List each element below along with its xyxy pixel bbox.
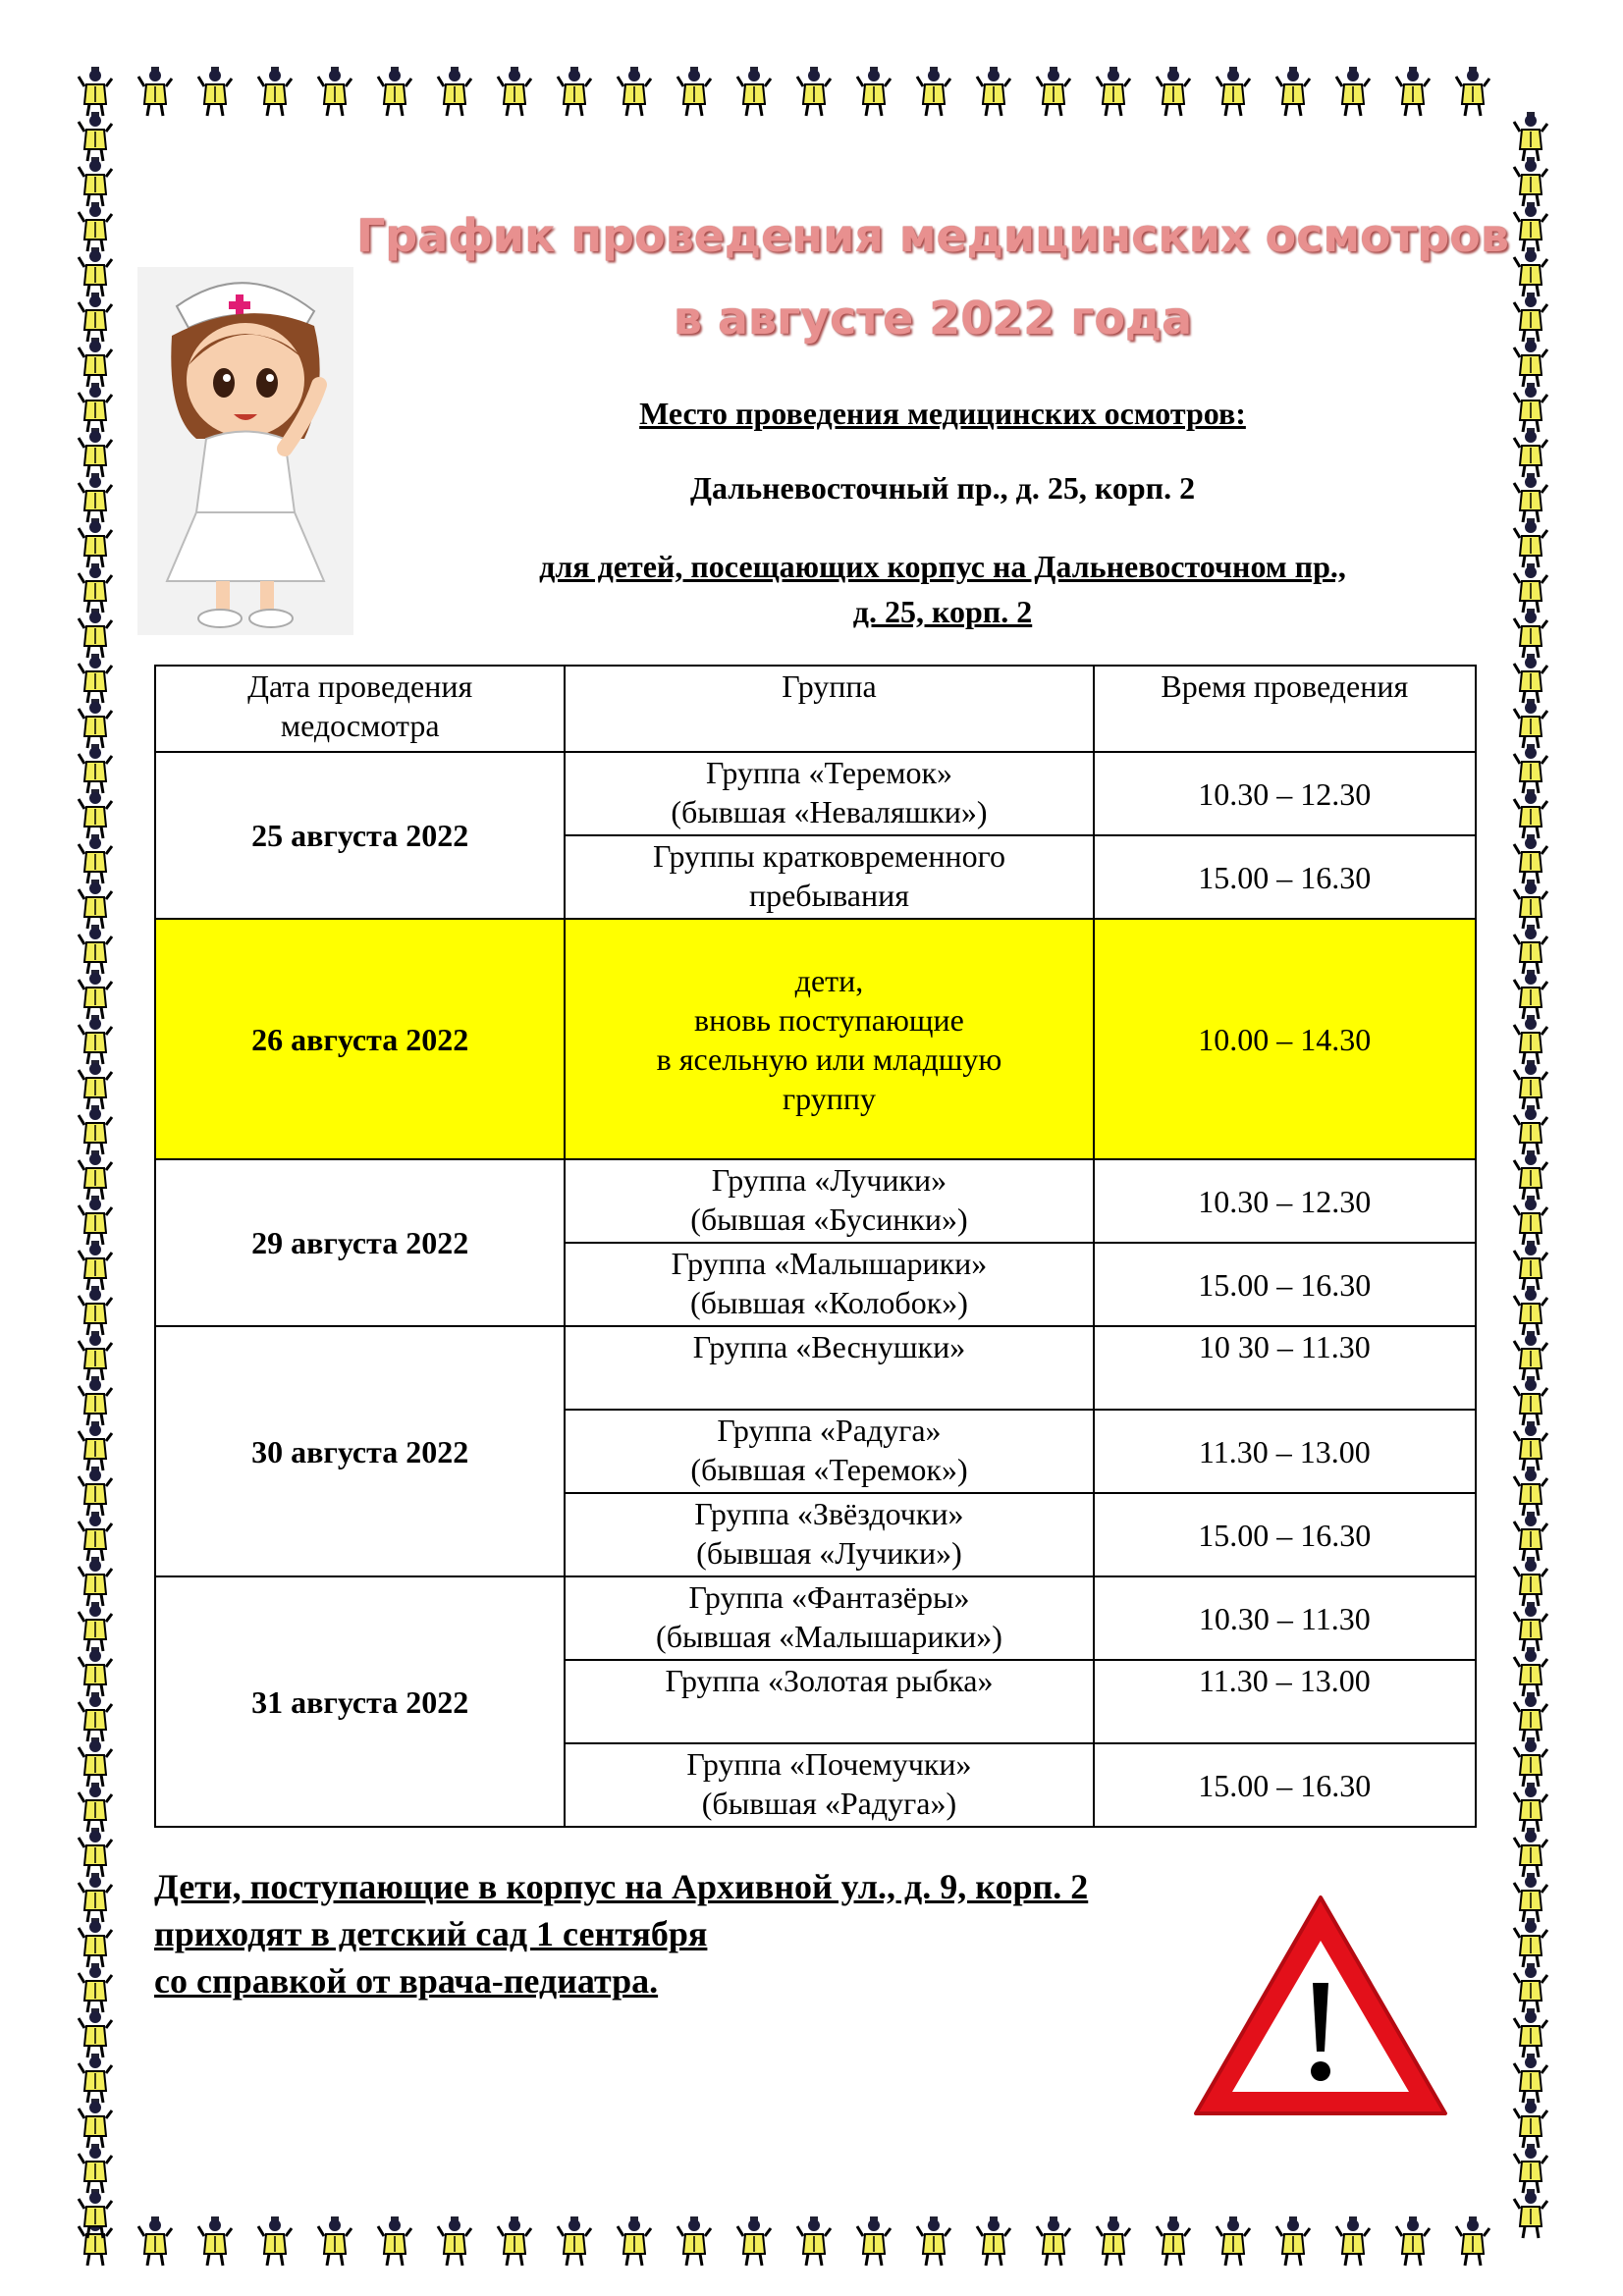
- place-note-line-2: д. 25, корп. 2: [852, 594, 1033, 629]
- group-line: (бывшая «Бусинки»): [690, 1201, 968, 1237]
- doctor-figure-icon: [138, 67, 172, 116]
- table-row: [155, 1326, 1476, 1410]
- doctor-figure-icon: [498, 2216, 531, 2266]
- doctor-figure-icon: [1456, 2216, 1489, 2266]
- doctor-figure-icon: [79, 1105, 112, 1154]
- group-line: (бывшая «Малышарики»): [656, 1619, 1002, 1654]
- doctor-figure-icon: [1276, 2216, 1310, 2266]
- doctor-figure-icon: [79, 1557, 112, 1606]
- doctor-figure-icon: [1336, 2216, 1370, 2266]
- doctor-figure-icon: [1514, 1828, 1547, 1877]
- time-cell: 10.00 – 14.30: [1094, 919, 1476, 1159]
- date-cell: 31 августа 2022: [155, 1576, 565, 1827]
- doctor-figure-icon: [438, 2216, 471, 2266]
- group-cell: [565, 1660, 1093, 1743]
- doctor-figure-icon: [79, 563, 112, 613]
- doctor-figure-icon: [1514, 473, 1547, 522]
- nurse-illustration: [137, 267, 353, 635]
- doctor-figure-icon: [79, 383, 112, 432]
- doctor-figure-icon: [79, 2189, 112, 2238]
- doctor-figure-icon: [1157, 67, 1190, 116]
- date-cell: 26 августа 2022: [155, 919, 565, 1159]
- group-line: вновь поступающие: [694, 1001, 964, 1038]
- doctor-figure-icon: [79, 925, 112, 974]
- doctor-figure-icon: [79, 67, 112, 116]
- doctor-figure-icon: [258, 2216, 292, 2266]
- group-line: Группы кратковременного: [652, 838, 1005, 874]
- doctor-figure-icon: [618, 67, 651, 116]
- doctor-figure-icon: [79, 202, 112, 251]
- doctor-figure-icon: [258, 67, 292, 116]
- doctor-figure-icon: [79, 1060, 112, 1109]
- table-row: [155, 1159, 1476, 1243]
- header-group: Группа: [565, 666, 1093, 752]
- doctor-figure-icon: [1514, 1467, 1547, 1516]
- doctor-figure-icon: [1514, 1602, 1547, 1651]
- doctor-figure-icon: [138, 2216, 172, 2266]
- doctor-figure-icon: [1514, 654, 1547, 703]
- doctor-figure-icon: [438, 67, 471, 116]
- doctor-figure-icon: [1514, 1557, 1547, 1606]
- doctor-figure-icon: [79, 880, 112, 929]
- doctor-figure-icon: [1514, 2189, 1547, 2238]
- doctor-figure-icon: [79, 1918, 112, 1967]
- doctor-figure-icon: [79, 1241, 112, 1290]
- doctor-figure-icon: [737, 67, 771, 116]
- group-line: в ясельную или младшую: [656, 1041, 1002, 1077]
- doctor-figure-icon: [1514, 1783, 1547, 1832]
- date-cell: 30 августа 2022: [155, 1326, 565, 1576]
- group-cell: [565, 752, 1093, 835]
- doctor-figure-icon: [1514, 1241, 1547, 1290]
- group-line: дети,: [794, 962, 864, 998]
- doctor-figure-icon: [1514, 2008, 1547, 2057]
- bottom-note-line-3: со справкой от врача-педиатра.: [154, 1961, 659, 2001]
- doctor-figure-icon: [198, 67, 232, 116]
- doctor-figure-icon: [1514, 744, 1547, 793]
- time-cell: 15.00 – 16.30: [1094, 1493, 1476, 1576]
- doctor-figure-icon: [1514, 970, 1547, 1019]
- group-cell: [565, 919, 1093, 1159]
- doctor-figure-icon: [797, 2216, 831, 2266]
- doctor-figure-icon: [558, 67, 591, 116]
- doctor-figure-icon: [79, 1015, 112, 1064]
- doctor-figure-icon: [79, 2099, 112, 2148]
- place-note: [412, 544, 1473, 634]
- doctor-figure-icon: [1514, 1873, 1547, 1922]
- doctor-figure-icon: [1514, 112, 1547, 161]
- doctor-figure-icon: [857, 67, 891, 116]
- header-date-line-2: медосмотра: [280, 708, 440, 743]
- doctor-figure-icon: [1514, 789, 1547, 838]
- group-cell: [565, 1576, 1093, 1660]
- time-cell: 10 30 – 11.30: [1094, 1326, 1476, 1410]
- doctor-figure-icon: [737, 2216, 771, 2266]
- group-line: (бывшая «Теремок»): [690, 1452, 968, 1487]
- doctor-figure-icon: [79, 1286, 112, 1335]
- doctor-figure-icon: [1514, 925, 1547, 974]
- schedule-table: [154, 665, 1477, 1828]
- doctor-figure-icon: [1514, 1015, 1547, 1064]
- doctor-figure-icon: [79, 1692, 112, 1741]
- doctor-figure-icon: [79, 1963, 112, 2012]
- doctor-figure-icon: [857, 2216, 891, 2266]
- group-line: (бывшая «Радуга»): [701, 1786, 957, 1821]
- group-cell: [565, 1243, 1093, 1326]
- doctor-figure-icon: [79, 1873, 112, 1922]
- doctor-figure-icon: [1097, 67, 1130, 116]
- time-cell: 11.30 – 13.00: [1094, 1410, 1476, 1493]
- doctor-figure-icon: [79, 2144, 112, 2193]
- bottom-note: [154, 1863, 1283, 2004]
- doctor-figure-icon: [79, 112, 112, 161]
- doctor-figure-icon: [79, 2216, 112, 2266]
- time-cell: 15.00 – 16.30: [1094, 835, 1476, 919]
- group-line: пребывания: [748, 878, 909, 913]
- group-cell: [565, 1159, 1093, 1243]
- doctor-figure-icon: [198, 2216, 232, 2266]
- place-address: Дальневосточный пр., д. 25, корп. 2: [689, 470, 1196, 506]
- group-line: Группа «Золотая рыбка»: [665, 1663, 994, 1698]
- doctor-figure-icon: [1514, 1196, 1547, 1245]
- doctor-figure-icon: [79, 1512, 112, 1561]
- doctor-figure-icon: [79, 338, 112, 387]
- doctor-figure-icon: [1514, 1737, 1547, 1787]
- doctor-figure-icon: [79, 2054, 112, 2103]
- doctor-figure-icon: [1514, 1105, 1547, 1154]
- doctor-figure-icon: [797, 67, 831, 116]
- group-line: группу: [782, 1080, 876, 1116]
- doctor-figure-icon: [1514, 2099, 1547, 2148]
- doctor-figure-icon: [1514, 2144, 1547, 2193]
- doctor-figure-icon: [1514, 2054, 1547, 2103]
- doctor-figure-icon: [79, 1421, 112, 1470]
- group-line: (бывшая «Колобок»): [690, 1285, 968, 1320]
- time-cell: 10.30 – 11.30: [1094, 1576, 1476, 1660]
- doctor-figure-icon: [79, 518, 112, 567]
- doctor-figure-icon: [977, 2216, 1010, 2266]
- doctor-figure-icon: [1217, 67, 1250, 116]
- doctor-figure-icon: [79, 744, 112, 793]
- group-line: Группа «Веснушки»: [692, 1329, 966, 1364]
- doctor-figure-icon: [1336, 67, 1370, 116]
- group-line: Группа «Фантазёры»: [688, 1579, 970, 1615]
- table-row-highlighted: [155, 919, 1476, 1159]
- title-line-1: График проведения медицинских осмотров: [356, 209, 1509, 262]
- doctor-figure-icon: [1396, 2216, 1430, 2266]
- doctor-figure-icon: [79, 1196, 112, 1245]
- date-cell: 25 августа 2022: [155, 752, 565, 919]
- doctor-figure-icon: [79, 2008, 112, 2057]
- group-line: (бывшая «Лучики»): [696, 1535, 962, 1571]
- table-header-row: [155, 666, 1476, 752]
- title-line-2: в августе 2022 года: [673, 292, 1193, 345]
- time-cell: 11.30 – 13.00: [1094, 1660, 1476, 1743]
- doctor-figure-icon: [498, 67, 531, 116]
- group-cell: [565, 1743, 1093, 1827]
- doctor-figure-icon: [318, 67, 352, 116]
- doctor-figure-icon: [1396, 67, 1430, 116]
- doctor-figure-icon: [79, 1150, 112, 1200]
- doctor-figure-icon: [79, 1737, 112, 1787]
- place-heading: Место проведения медицинских осмотров:: [639, 396, 1246, 431]
- group-cell: [565, 1493, 1093, 1576]
- doctor-figure-icon: [1514, 699, 1547, 748]
- doctor-figure-icon: [618, 2216, 651, 2266]
- place-note-line-1: для детей, посещающих корпус на Дальневосточном пр.,: [539, 549, 1346, 584]
- group-cell: [565, 1410, 1093, 1493]
- group-line: Группа «Теремок»: [705, 755, 952, 790]
- group-line: Группа «Малышарики»: [671, 1246, 988, 1281]
- header-time: Время проведения: [1094, 666, 1476, 752]
- doctor-figure-icon: [1514, 1963, 1547, 2012]
- doctor-figure-icon: [79, 157, 112, 206]
- doctor-figure-icon: [1514, 383, 1547, 432]
- doctor-figure-icon: [79, 699, 112, 748]
- doctor-figure-icon: [558, 2216, 591, 2266]
- doctor-figure-icon: [1217, 2216, 1250, 2266]
- group-line: Группа «Звёздочки»: [694, 1496, 964, 1531]
- doctor-figure-icon: [79, 428, 112, 477]
- doctor-figure-icon: [378, 67, 411, 116]
- table-row: [155, 1576, 1476, 1660]
- time-cell: 10.30 – 12.30: [1094, 1159, 1476, 1243]
- doctor-figure-icon: [1514, 518, 1547, 567]
- doctor-figure-icon: [79, 654, 112, 703]
- group-cell: [565, 1326, 1093, 1410]
- doctor-figure-icon: [1514, 1512, 1547, 1561]
- doctor-figure-icon: [79, 1783, 112, 1832]
- doctor-figure-icon: [79, 247, 112, 296]
- doctor-figure-icon: [79, 970, 112, 1019]
- doctor-figure-icon: [1037, 67, 1070, 116]
- doctor-figure-icon: [79, 1647, 112, 1696]
- doctor-figure-icon: [1157, 2216, 1190, 2266]
- doctor-figure-icon: [1514, 880, 1547, 929]
- warning-sign-icon: [1188, 1890, 1453, 2125]
- doctor-figure-icon: [1514, 1331, 1547, 1380]
- doctor-figure-icon: [1097, 2216, 1130, 2266]
- doctor-figure-icon: [1276, 67, 1310, 116]
- group-line: (бывшая «Неваляшки»): [671, 794, 988, 829]
- doctor-figure-icon: [79, 834, 112, 883]
- doctor-figure-icon: [1514, 1918, 1547, 1967]
- group-line: Группа «Лучики»: [711, 1162, 947, 1198]
- doctor-figure-icon: [917, 67, 950, 116]
- table-row: [155, 752, 1476, 835]
- group-cell: [565, 835, 1093, 919]
- doctor-figure-icon: [1514, 834, 1547, 883]
- doctor-figure-icon: [1514, 1060, 1547, 1109]
- doctor-figure-icon: [1514, 428, 1547, 477]
- doctor-figure-icon: [917, 2216, 950, 2266]
- doctor-figure-icon: [79, 1828, 112, 1877]
- doctor-figure-icon: [79, 1467, 112, 1516]
- time-cell: 15.00 – 16.30: [1094, 1743, 1476, 1827]
- doctor-figure-icon: [79, 609, 112, 658]
- doctor-figure-icon: [378, 2216, 411, 2266]
- page-title: [344, 194, 1522, 359]
- doctor-figure-icon: [79, 473, 112, 522]
- doctor-figure-icon: [79, 789, 112, 838]
- doctor-figure-icon: [1514, 563, 1547, 613]
- doctor-figure-icon: [79, 1602, 112, 1651]
- doctor-figure-icon: [1037, 2216, 1070, 2266]
- doctor-figure-icon: [1514, 1286, 1547, 1335]
- doctor-figure-icon: [677, 2216, 711, 2266]
- group-line: Группа «Радуга»: [717, 1413, 942, 1448]
- doctor-figure-icon: [977, 67, 1010, 116]
- header-date: [155, 666, 565, 752]
- doctor-figure-icon: [1514, 1150, 1547, 1200]
- doctor-figure-icon: [79, 293, 112, 342]
- group-line: Группа «Почемучки»: [686, 1746, 972, 1782]
- header-date-line-1: Дата проведения: [247, 668, 473, 704]
- doctor-figure-icon: [1514, 1421, 1547, 1470]
- doctor-figure-icon: [1456, 67, 1489, 116]
- doctor-figure-icon: [677, 67, 711, 116]
- doctor-figure-icon: [1514, 1647, 1547, 1696]
- date-cell: 29 августа 2022: [155, 1159, 565, 1326]
- doctor-figure-icon: [318, 2216, 352, 2266]
- doctor-figure-icon: [79, 1376, 112, 1425]
- doctor-figure-icon: [1514, 1376, 1547, 1425]
- time-cell: 15.00 – 16.30: [1094, 1243, 1476, 1326]
- doctor-figure-icon: [79, 1331, 112, 1380]
- doctor-figure-icon: [1514, 609, 1547, 658]
- bottom-note-line-2: приходят в детский сад 1 сентября: [154, 1914, 708, 1953]
- doctor-figure-icon: [1514, 1692, 1547, 1741]
- time-cell: 10.30 – 12.30: [1094, 752, 1476, 835]
- bottom-note-line-1: Дети, поступающие в корпус на Архивной ул., д. 9, корп. 2: [154, 1867, 1089, 1906]
